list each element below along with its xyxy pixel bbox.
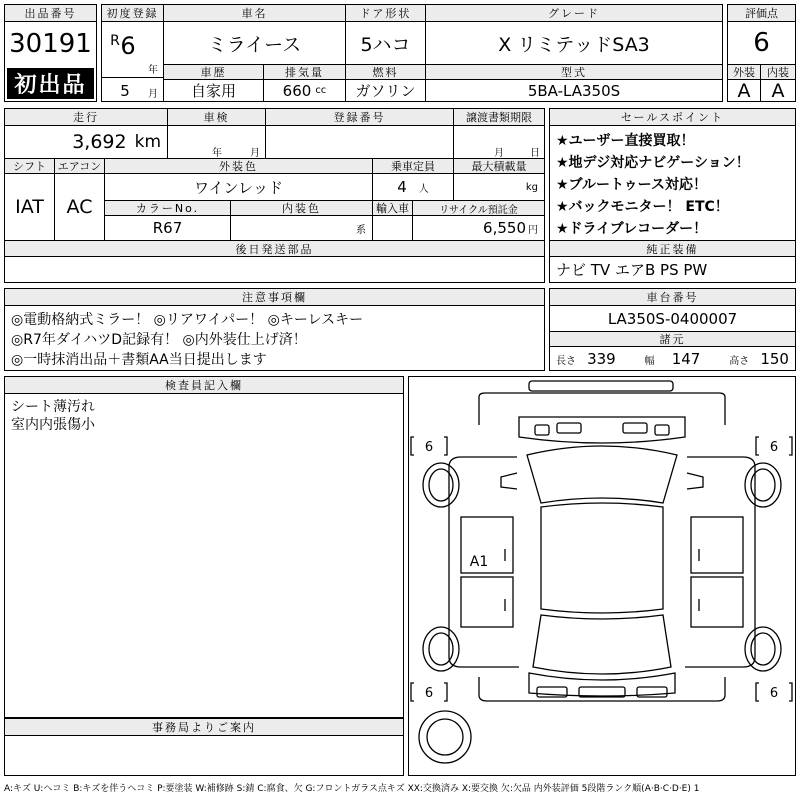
first-reg-year: 6 bbox=[120, 32, 136, 60]
first-reg-year-unit: 年 bbox=[148, 64, 158, 75]
car-name-label: 車名 bbox=[164, 5, 346, 22]
width-value: 147 bbox=[671, 350, 701, 368]
capacity-value: 4 bbox=[397, 178, 407, 196]
transfer-docs-cell bbox=[454, 126, 544, 159]
model-code-value: 5BA-LA350S bbox=[527, 81, 621, 100]
sales-point-item: ★ブルートゥース対応！ bbox=[556, 177, 707, 193]
import-label: 輸入車 bbox=[373, 201, 413, 216]
reg-no-label: 登録番号 bbox=[266, 109, 454, 126]
inspection-label: 車検 bbox=[168, 109, 266, 126]
displacement-value: 660 bbox=[282, 81, 312, 100]
grade-value: X リミテッドSA3 bbox=[426, 22, 722, 65]
transfer-docs-label: 譲渡書類期限 bbox=[454, 109, 544, 126]
inspection-year-unit: 年 bbox=[212, 148, 222, 159]
max-load-label: 最大積載量 bbox=[454, 159, 544, 174]
first-reg-era: R bbox=[110, 33, 120, 49]
first-listing-badge: 初出品 bbox=[7, 68, 94, 99]
mileage-label: 走行 bbox=[5, 109, 168, 126]
inspector-box bbox=[4, 376, 404, 718]
int-color-cell bbox=[231, 216, 373, 240]
transfer-docs-day-unit: 日 bbox=[530, 148, 540, 159]
genuine-value: ナビ TV エアB PS PW bbox=[556, 261, 708, 279]
aircon-value: AC bbox=[55, 174, 105, 240]
specs-row bbox=[550, 347, 795, 370]
mileage-cell bbox=[5, 126, 168, 159]
shift-label: シフト bbox=[5, 159, 55, 174]
mileage-value: 3,692 bbox=[72, 131, 127, 153]
int-color-label: 内装色 bbox=[231, 201, 373, 216]
chassis-label: 車台番号 bbox=[550, 289, 795, 306]
int-color-unit: 系 bbox=[356, 224, 366, 236]
damage-mark: A1 bbox=[469, 554, 489, 570]
aircon-label: エアコン bbox=[55, 159, 105, 174]
shift-value: IAT bbox=[5, 174, 55, 240]
recycle-value: 6,550 bbox=[483, 219, 526, 237]
capacity-cell bbox=[373, 174, 454, 201]
chassis-value: LA350S-0400007 bbox=[550, 306, 795, 332]
note-item: ◎R7年ダイハツD記録有！ ◎内外装仕上げ済！ bbox=[11, 332, 307, 348]
sales-point-item: ★ユーザー直接買取！ bbox=[556, 133, 695, 149]
note-item: ◎一時抹消出品＋書類AA当日提出します bbox=[11, 352, 267, 368]
door-value: 5ハコ bbox=[346, 22, 426, 65]
color-no-label: カラーNo. bbox=[105, 201, 231, 216]
specs-label: 諸元 bbox=[550, 332, 795, 347]
door-label: ドア形状 bbox=[346, 5, 426, 22]
car-diagram bbox=[409, 377, 795, 775]
displacement-unit: cc bbox=[315, 85, 327, 96]
first-reg-month: 5 bbox=[120, 82, 130, 100]
score-value: 6 bbox=[728, 22, 795, 65]
chassis-box bbox=[549, 288, 796, 371]
recycle-unit: 円 bbox=[528, 224, 538, 236]
top-table bbox=[101, 4, 723, 102]
import-value bbox=[373, 216, 413, 240]
first-reg-label: 初度登録 bbox=[102, 5, 164, 22]
ext-color-label: 外装色 bbox=[105, 159, 373, 174]
office-box bbox=[4, 718, 404, 776]
capacity-label: 乗車定員 bbox=[373, 159, 454, 174]
details-table bbox=[4, 108, 545, 283]
fuel-value: ガソリン bbox=[346, 80, 426, 101]
first-reg-month-unit: 月 bbox=[148, 88, 158, 99]
fuel-label: 燃料 bbox=[346, 65, 426, 80]
sales-point-item: ★地デジ対応ナビゲーション！ bbox=[556, 155, 750, 171]
genuine-label: 純正装備 bbox=[550, 240, 795, 257]
color-no-value: R67 bbox=[105, 216, 231, 240]
reg-no-value bbox=[266, 126, 454, 159]
sales-points-label: セールスポイント bbox=[550, 109, 795, 126]
legend-text: A:キズ U:ヘコミ B:キズを伴うヘコミ P:要塗装 W:補修跡 S:錆 C:腐食、欠 G:フロントガラス点キズ XX:交換済み X:要交換 欠:欠品 内外装評価 5段階ランク順(A·B·C·D·E) 1 bbox=[4, 783, 700, 794]
note-item: ◎電動格納式ミラー！ ◎リアワイパー！ ◎キーレスキー bbox=[11, 312, 364, 328]
later-parts-label: 後日発送部品 bbox=[5, 240, 544, 257]
inspector-item: 室内内張傷小 bbox=[11, 417, 95, 433]
inspector-label: 検査員記入欄 bbox=[5, 377, 403, 394]
notes-box bbox=[4, 288, 545, 371]
sales-point-item: ★ドライブレコーダー！ bbox=[556, 221, 708, 237]
car-name-value: ミライース bbox=[164, 22, 346, 65]
interior-grade-value: A bbox=[771, 80, 785, 101]
length-label: 長さ bbox=[556, 356, 576, 367]
displacement-cell bbox=[264, 80, 346, 101]
lot-number: 30191 bbox=[9, 29, 92, 59]
history-value: 自家用 bbox=[164, 80, 264, 101]
lot-box bbox=[4, 4, 97, 102]
inspection-month-unit: 月 bbox=[250, 148, 260, 159]
height-label: 高さ bbox=[729, 356, 750, 367]
length-value: 339 bbox=[587, 350, 616, 368]
score-box bbox=[727, 4, 796, 102]
tire-tread-front-left: 6 bbox=[424, 440, 434, 455]
recycle-label: リサイクル預託金 bbox=[413, 201, 544, 216]
ext-color-value: ワインレッド bbox=[105, 174, 373, 201]
damage-diagram-box bbox=[408, 376, 796, 776]
capacity-unit: 人 bbox=[418, 183, 429, 195]
exterior-grade-label: 外装 bbox=[728, 65, 761, 80]
history-label: 車歴 bbox=[164, 65, 264, 80]
model-code-label: 型式 bbox=[426, 65, 722, 80]
notes-label: 注意事項欄 bbox=[5, 289, 544, 306]
lot-label: 出品番号 bbox=[5, 5, 96, 22]
score-label: 評価点 bbox=[728, 5, 795, 22]
width-label: 幅 bbox=[644, 356, 655, 367]
later-parts-value bbox=[5, 257, 544, 282]
tire-tread-rear-right: 6 bbox=[769, 686, 779, 701]
sales-point-item: ★バックモニター！ ETC！ bbox=[556, 199, 729, 215]
sales-points-box bbox=[549, 108, 796, 283]
tire-tread-rear-left: 6 bbox=[424, 686, 434, 701]
transfer-docs-month-unit: 月 bbox=[494, 148, 504, 159]
displacement-label: 排気量 bbox=[264, 65, 346, 80]
mileage-unit: km bbox=[134, 132, 161, 152]
office-label: 事務局よりご案内 bbox=[5, 719, 403, 736]
tire-tread-front-right: 6 bbox=[769, 440, 779, 455]
height-value: 150 bbox=[760, 350, 789, 368]
interior-grade-label: 内装 bbox=[761, 65, 795, 80]
grade-label: グレード bbox=[426, 5, 722, 22]
max-load-unit: kg bbox=[525, 181, 538, 193]
recycle-cell bbox=[413, 216, 544, 240]
inspection-cell bbox=[168, 126, 266, 159]
exterior-grade-value: A bbox=[728, 80, 761, 101]
inspector-item: シート薄汚れ bbox=[11, 399, 95, 415]
max-load-cell bbox=[454, 174, 544, 201]
